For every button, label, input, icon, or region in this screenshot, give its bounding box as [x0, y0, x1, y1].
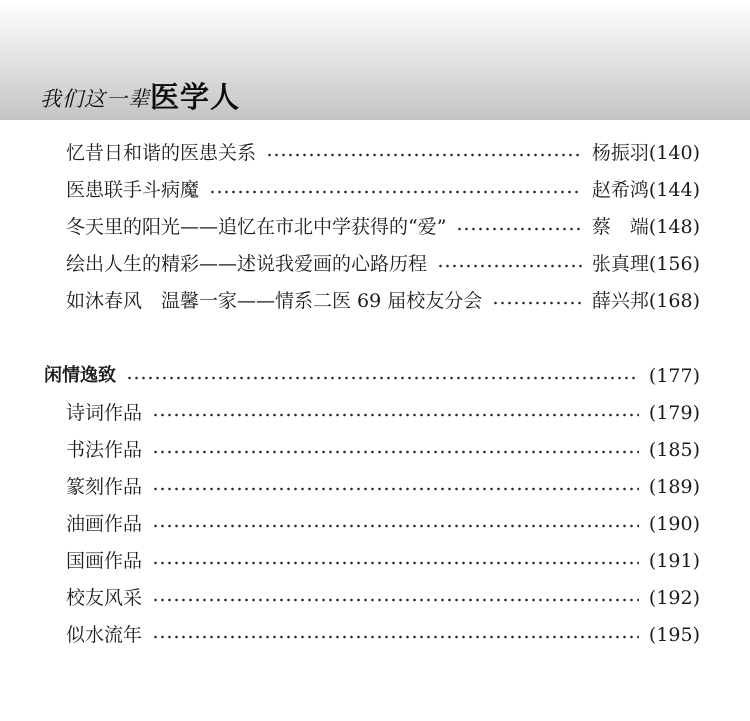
toc-entry-author-page: 蔡 端(148) — [591, 216, 700, 238]
dot-leader — [209, 175, 582, 205]
header-title-script: 我们这一辈 — [40, 87, 150, 111]
toc-entry-author-page: 赵希鸿(144) — [591, 179, 700, 201]
toc-entry-page: (195) — [648, 624, 700, 646]
toc-entry-title: 如沐春风 温馨一家——情系二医 69 届校友分会 — [66, 290, 483, 312]
toc-entry[interactable] — [66, 472, 700, 502]
toc-entry-page: (190) — [648, 513, 700, 535]
toc-entry[interactable] — [66, 212, 700, 242]
toc-section-page: (177) — [648, 365, 700, 387]
toc-entry-title: 校友风采 — [66, 587, 143, 609]
dot-leader — [456, 212, 581, 242]
dot-leader — [126, 361, 639, 391]
toc-entry-title: 绘出人生的精彩——述说我爱画的心路历程 — [66, 253, 428, 275]
toc-section-title: 闲情逸致 — [44, 365, 116, 386]
header-title-bold: 医学人 — [150, 80, 241, 114]
toc-entry-page: (185) — [648, 439, 700, 461]
dot-leader — [152, 509, 639, 539]
toc-entry-title: 书法作品 — [66, 439, 143, 461]
toc-entry-author-page: 杨振羽(140) — [591, 142, 700, 164]
toc-entry[interactable] — [66, 509, 700, 539]
toc-entry[interactable] — [66, 620, 700, 650]
toc-entry-page: (189) — [648, 476, 700, 498]
toc-entry-title: 似水流年 — [66, 624, 143, 646]
toc-entry-page: (191) — [648, 550, 700, 572]
toc-entry-title: 诗词作品 — [66, 402, 143, 424]
toc-entry-title: 油画作品 — [66, 513, 143, 535]
toc-entry[interactable] — [66, 286, 700, 316]
toc-entry-author-page: 张真理(156) — [591, 253, 700, 275]
header-title — [40, 78, 240, 114]
toc-entry-title: 篆刻作品 — [66, 476, 143, 498]
dot-leader — [152, 620, 639, 650]
toc-entry-page: (192) — [648, 587, 700, 609]
toc-entry[interactable] — [66, 249, 700, 279]
toc-entry[interactable] — [66, 583, 700, 613]
dot-leader — [152, 435, 639, 465]
toc-entry-title: 医患联手斗病魔 — [66, 179, 200, 201]
toc-entry-author-page: 薛兴邦(168) — [591, 290, 700, 312]
toc-entry[interactable] — [66, 435, 700, 465]
dot-leader — [266, 138, 582, 168]
toc-entry[interactable] — [66, 175, 700, 205]
toc-entry-title: 忆昔日和谐的医患关系 — [66, 142, 257, 164]
toc-entry-title: 冬天里的阳光——追忆在市北中学获得的“爱” — [66, 216, 447, 238]
dot-leader — [152, 398, 639, 428]
dot-leader — [152, 546, 639, 576]
dot-leader — [152, 583, 639, 613]
dot-leader — [492, 286, 582, 316]
dot-leader — [437, 249, 582, 279]
dot-leader — [152, 472, 639, 502]
toc-entry-title: 国画作品 — [66, 550, 143, 572]
toc-entry-page: (179) — [648, 402, 700, 424]
toc-entry[interactable] — [66, 138, 700, 168]
toc-section[interactable] — [44, 361, 700, 391]
toc-entry[interactable] — [66, 398, 700, 428]
toc-entry[interactable] — [66, 546, 700, 576]
